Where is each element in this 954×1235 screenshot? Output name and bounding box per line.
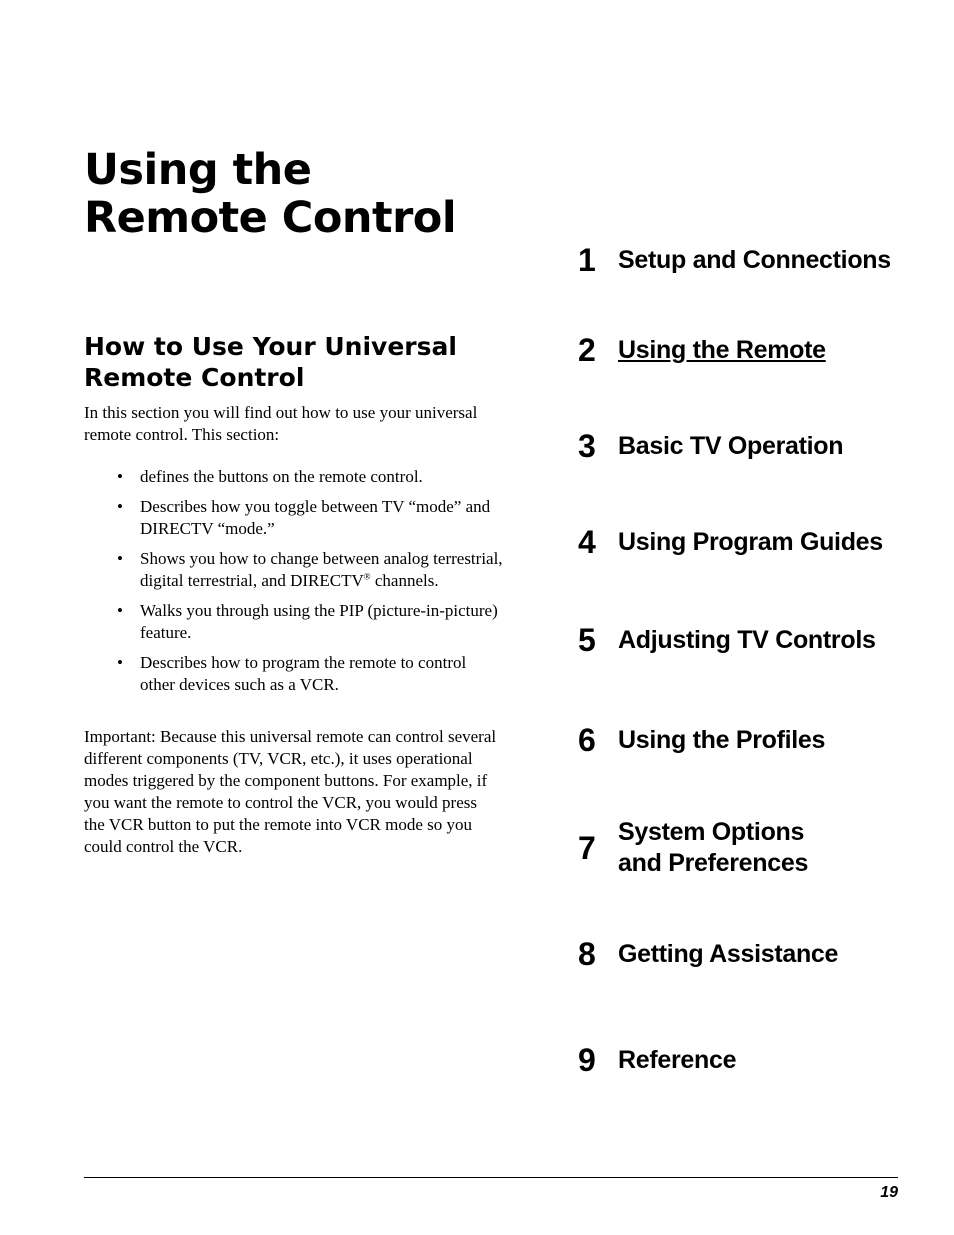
section-heading-line-2: Remote Control xyxy=(84,363,305,392)
footer-divider xyxy=(84,1177,898,1178)
chapter-item-system-options[interactable] xyxy=(578,817,908,879)
chapter-number: 8 xyxy=(578,936,595,972)
chapter-label: Using the Profiles xyxy=(618,726,826,754)
chapter-label-line-1: System Options xyxy=(618,818,805,846)
chapter-number: 2 xyxy=(578,332,595,368)
chapter-item-setup[interactable] xyxy=(578,242,908,279)
chapter-item-remote-current[interactable] xyxy=(578,332,908,369)
page-title-line-1: Using the xyxy=(84,145,312,195)
chapter-label: Using the Remote xyxy=(618,336,826,364)
page-number: 19 xyxy=(880,1184,898,1201)
chapter-label: Reference xyxy=(618,1046,737,1074)
chapter-item-profiles[interactable] xyxy=(578,722,908,759)
bullet-text-tail: channels. xyxy=(374,571,439,590)
chapter-number: 7 xyxy=(578,829,595,866)
section-heading-line-1: How to Use Your Universal xyxy=(84,332,457,361)
important-note: Important: Because this universal remote can control several different components (TV, VCR, etc.), it uses operational modes triggered by the component buttons. For example, if you want the remote to control the VCR, you would press the VCR button to put the remote into VCR mode so you could control the VCR. xyxy=(84,727,497,856)
page-title-line-2: Remote Control xyxy=(84,193,457,243)
bullet-text: Walks you through using the PIP (picture-in-picture) feature. xyxy=(140,601,498,642)
bullet-text: Describes how you toggle between TV “mode” and DIRECTV “mode.” xyxy=(140,497,491,538)
intro-paragraph: In this section you will find out how to use your universal remote control. This section: xyxy=(84,403,478,444)
bullet-text: Describes how to program the remote to control other devices such as a VCR. xyxy=(140,653,467,694)
chapter-number: 6 xyxy=(578,722,595,758)
chapter-label: Setup and Connections xyxy=(618,246,891,274)
chapter-label xyxy=(618,817,808,879)
registered-trademark: ® xyxy=(363,571,371,582)
bullet-dot-icon: • xyxy=(117,467,123,486)
chapter-number: 9 xyxy=(578,1042,595,1078)
chapter-item-tv-controls[interactable] xyxy=(578,622,908,659)
chapter-item-reference[interactable] xyxy=(578,1042,908,1079)
chapter-label: Using Program Guides xyxy=(618,528,883,556)
chapter-item-assistance[interactable] xyxy=(578,936,908,973)
chapter-label: Adjusting TV Controls xyxy=(618,626,876,654)
bullet-dot-icon: • xyxy=(117,601,123,620)
bullet-text: Shows you how to change between analog terrestrial, digital terrestrial, and DIRECTV xyxy=(140,549,503,590)
chapter-number: 5 xyxy=(578,622,595,658)
chapter-number: 4 xyxy=(578,524,595,560)
bullet-dot-icon: • xyxy=(117,497,123,516)
chapter-number: 1 xyxy=(578,242,595,278)
chapter-item-program-guides[interactable] xyxy=(578,524,908,561)
bullet-dot-icon: • xyxy=(117,653,123,672)
chapter-label: Getting Assistance xyxy=(618,940,839,968)
chapter-item-basic-tv[interactable] xyxy=(578,428,908,465)
bullet-text: defines the buttons on the remote control. xyxy=(140,467,423,486)
chapter-label: Basic TV Operation xyxy=(618,432,844,460)
bullet-dot-icon: • xyxy=(117,549,123,568)
chapter-number: 3 xyxy=(578,428,595,464)
chapter-label-line-2: and Preferences xyxy=(618,849,809,877)
